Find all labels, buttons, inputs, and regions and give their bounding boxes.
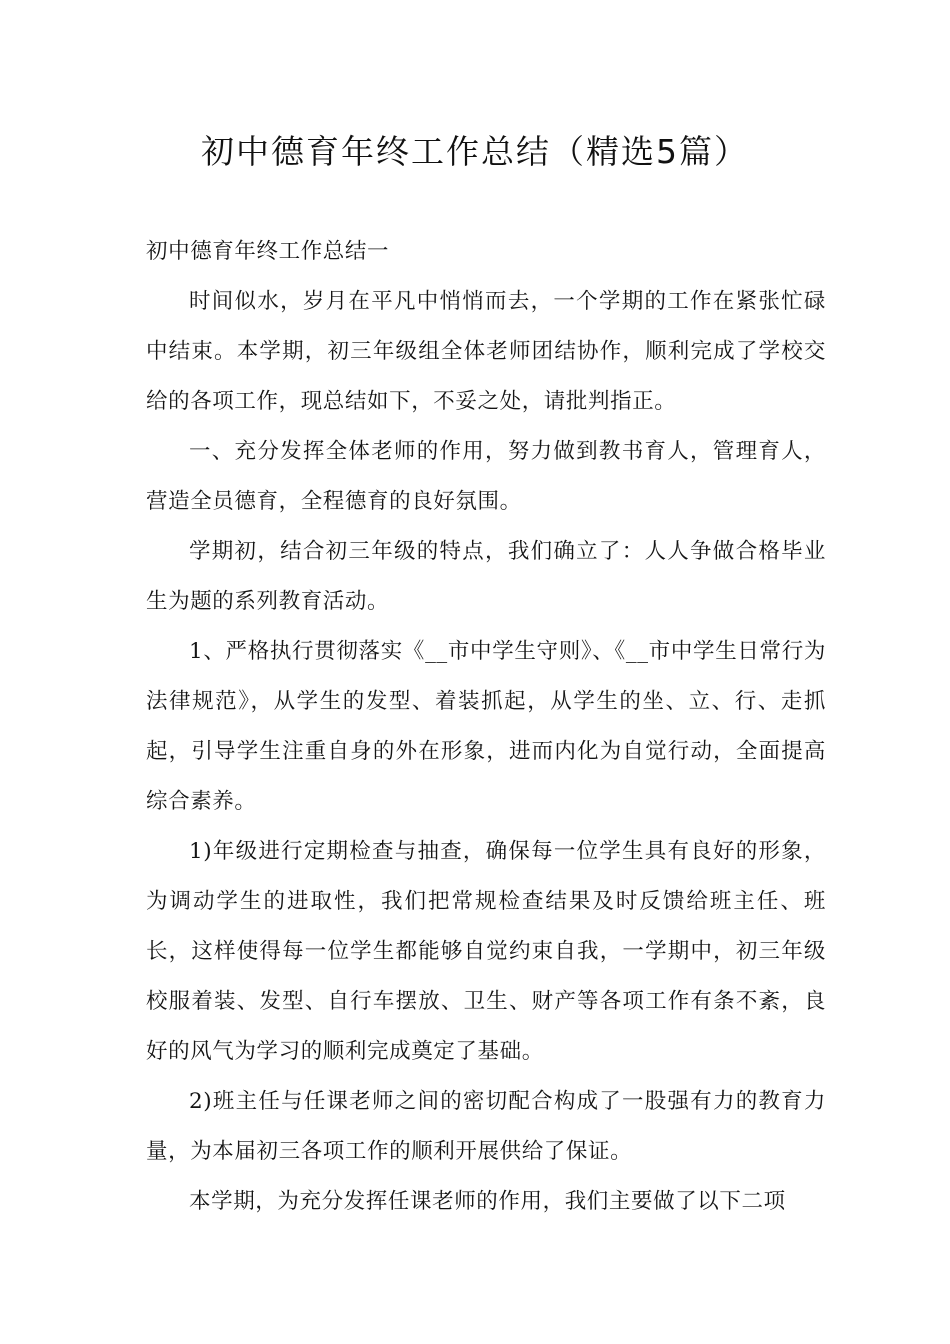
body-paragraph: 2)班主任与任课老师之间的密切配合构成了一股强有力的教育力量，为本届初三各项工作的顺利开展供给了保证。 xyxy=(146,1089,826,1164)
body-paragraph: 本学期，为充分发挥任课老师的作用，我们主要做了以下二项 xyxy=(189,1189,786,1214)
section-heading: 初中德育年终工作总结一 xyxy=(146,239,390,264)
body-paragraph: 1)年级进行定期检查与抽查，确保每一位学生具有良好的形象，为调动学生的进取性，我们把常规检查结果及时反馈给班主任、班长，这样使得每一位学生都能够自觉约束自我，一学期中，初三年级校服着装、发型、自行车摆放、卫生、财产等各项工作有条不紊，良好的风气为学习的顺利完成奠定了基础。 xyxy=(146,839,826,1064)
document-body xyxy=(146,227,826,1227)
body-paragraph: 1、严格执行贯彻落实《__市中学生守则》、《__市中学生日常行为法律规范》，从学生的发型、着装抓起，从学生的坐、立、行、走抓起，引导学生注重自身的外在形象，进而内化为自觉行动，全面提高综合素养。 xyxy=(146,639,826,814)
body-paragraph: 时间似水，岁月在平凡中悄悄而去，一个学期的工作在紧张忙碌中结束。本学期，初三年级组全体老师团结协作，顺利完成了学校交给的各项工作，现总结如下，不妥之处，请批判指正。 xyxy=(146,289,826,414)
body-paragraph: 学期初，结合初三年级的特点，我们确立了：人人争做合格毕业生为题的系列教育活动。 xyxy=(146,539,826,614)
body-paragraph: 一、充分发挥全体老师的作用，努力做到教书育人，管理育人，营造全员德育，全程德育的良好氛围。 xyxy=(146,439,826,514)
document-title: 初中德育年终工作总结（精选5篇） xyxy=(201,132,749,171)
